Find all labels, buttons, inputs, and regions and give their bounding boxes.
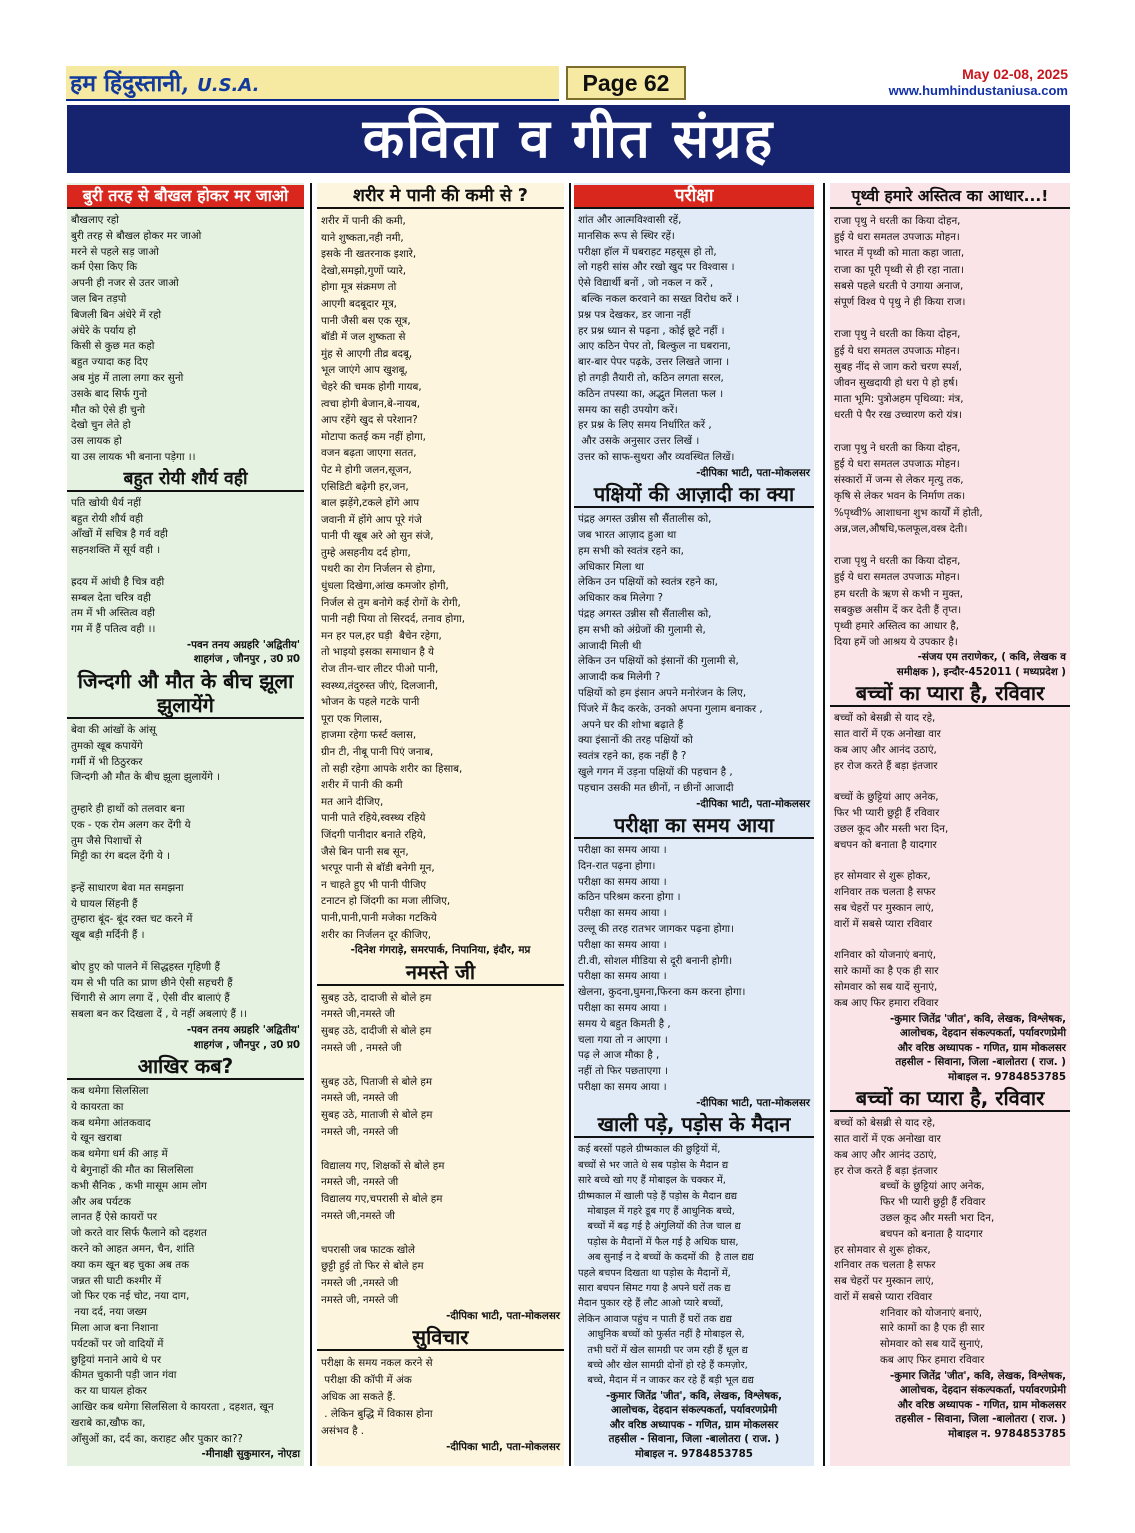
poem-author: -पवन तनय अग्रहरि 'अद्वितीय' शाहगंज , जौनपुर , उ0 प्र0	[186, 1024, 300, 1051]
poem-title: बुरी तरह से बौखल होकर मर जाओ	[67, 185, 304, 209]
page-number: Page 62	[566, 66, 686, 100]
column-divider	[569, 183, 571, 1466]
brand-strip	[66, 66, 559, 101]
poem-author: -मीनाक्षी सुकुमारन, नोएडा	[201, 1448, 300, 1461]
poem-author: -संजय एम तराणेकर, ( कवि, लेखक व समीक्षक ), इन्दौर-452011 ( मध्यप्रदेश )	[896, 651, 1066, 678]
poem-title: परीक्षा का समय आया	[574, 813, 814, 839]
poem-author: -कुमार जितेंद्र 'जीत', कवि, लेखक, विश्लेषक, आलोचक, देहदान संकल्पकर्ता, पर्यावरणप्रेमी और वरिष्ठ अध्यापक - गणित, ग्राम मोकलसर तहसील - सिवाना, जिला -बालोतरा ( राज. ) मोबाइल न. 9784853785	[890, 1369, 1066, 1440]
poem-author: -पवन तनय अग्रहरि 'अद्वितीय' शाहगंज , जौनपुर , उ0 प्र0	[186, 638, 300, 666]
issue-date: May 02-08, 2025	[962, 66, 1068, 82]
poem-stanza: हर सोमवार से शुरू होकर, शनिवार तक चलता है सफर सब चेहरों पर मुस्कान लाएं, वारों में सबसे प्यारा रविवार	[834, 1243, 936, 1303]
poem-title: पृथ्वी हमारे अस्तित्व का आधार...!	[830, 185, 1070, 209]
poem-title: बहुत रोयी शौर्य वही	[67, 468, 304, 492]
section-banner	[67, 105, 1070, 173]
poem-body: राजा पृथु ने धरती का किया दोहन, हुई ये धरा समतल उपजाऊ मोहन। भारत में पृथ्वी को माता कहा जाता, राजा का पूरी पृथ्वी से ही रहा नाता। सबसे पहले धरती पे उगाया अनाज, संपूर्ण विश्व पे पृथु ने ही किया राज। राजा पृथु ने धरती का किया दोहन, हुई ये धरा समतल उपजाऊ मोहन। सुबह नींद से जाग करो चरण स्पर्श, जीवन सुखदायी हो धरा पे हो हर्ष। माता भूमि: पुत्रोअहम पृथिव्या: मंत्र, धरती पे पैर रख उच्चारण करो यंत्र। राजा पृथु ने धरती का किया दोहन, हुई ये धरा समतल उपजाऊ मोहन। संस्कारों में जन्म से लेकर मृत्यु तक, कृषि से लेकर भवन के निर्माण तक। %पृथ्वी% आशाधना शुभ कार्यों में होती, अन्न,जल,औषधि,फलफूल,वस्त्र देती। राजा पृथु ने धरती का किया दोहन, हुई ये धरा समतल उपजाऊ मोहन। हम धरती के ऋण से कभी न मुक्त, सबकुछ असीम दें कर देती हैं तृप्त। पृथ्वी हमारे अस्तित्व का आधार है, दिया हमें जो आश्रय ये उपकार है।	[834, 215, 983, 649]
poem-body: शांत और आत्मविश्वासी रहें, मानसिक रूप से स्थिर रहें। परीक्षा हॉल में घबराहट महसूस हो तो, लो गहरी सांस और रखो खुद पर विश्वास । ऐसे विद्यार्थी बनों , जो नकल न करें , बल्कि नकल करवाने का सख्त विरोध करें । प्रश्न पत्र देखकर, डर जाना नहीं हर प्रश्न ध्यान से पढ़ना , कोई छूटे नहीं । आए कठिन पेपर तो, बिल्कुल ना घबराना, बार-बार पेपर पढ़के, उत्तर लिखते जाना । हो तगड़ी तैयारी तो, कठिन लगता सरल, कठिन तपस्या का, अद्भुत मिलता फल । समय का सही उपयोग करें। हर प्रश्न के लिए समय निर्धारित करें , और उसके अनुसार उत्तर लिखें । उत्तर को साफ-सुथरा और व्यवस्थित लिखें।	[578, 214, 739, 463]
poem-body: बच्चों को बेसब्री से याद रहे, सात वारों में एक अनोखा वार कब आए और आनंद उठाएं, हर रोज करते हैं बड़ा इंतजार बच्चों के छुट्टियां आए अनेक, फिर भी प्यारी छुट्टी हैं रविवार उछल कूद और मस्ती भरा दिन, बचपन को बनाता है यादगार हर सोमवार से शुरू होकर, शनिवार तक चलता है सफर सब चेहरों पर मुस्कान लाएं, वारों में सबसे प्यारा रविवार शनिवार को योजनाएं बनाएं, सारे कामों का है एक ही सार सोमवार को सब यादें सुनाएं, कब आए फिर हमारा रविवार	[834, 712, 949, 1009]
poem-author: -दीपिका भाटी, पता-मोकलसर	[446, 1441, 560, 1454]
poem-stanza: बच्चों को बेसब्री से याद रहे, सात वारों में एक अनोखा वार कब आए और आनंद उठाएं, हर रोज करते हैं बड़ा इंतजार	[834, 1117, 941, 1177]
poem-title: बच्चों का प्यारा है, रविवार	[830, 1086, 1070, 1112]
column-divider	[310, 183, 312, 1466]
poem-body: सुबह उठे, दादाजी से बोले हम नमस्ते जी,नमस्ते जी सुबह उठे, दादीजी से बोले हम नमस्ते जी , नमस्ते जी सुबह उठे, पिताजी से बोले हम नमस्ते जी, नमस्ते जी सुबह उठे, माताजी से बोले हम नमस्ते जी, नमस्ते जी विद्यालय गए, शिक्षकों से बोले हम नमस्ते जी, नमस्ते जी विद्यालय गए,चपरासी से बोले हम नमस्ते जी,नमस्ते जी चपरासी जब फाटक खोले छुट्टी हुई तो फिर से बोले हम नमस्ते जी ,नमस्ते जी नमस्ते जी, नमस्ते जी	[321, 991, 445, 1306]
publication-name-hindi: हम हिंदुस्तानी,	[70, 70, 190, 97]
column-2	[317, 183, 564, 1466]
poem-title: शरीर मे पानी की कमी से ?	[317, 185, 564, 209]
poem-author: -दीपिका भाटी, पता-मोकलसर	[446, 1309, 560, 1322]
poem-body: पति खोयी धैर्य नहीं बहुत रोयी शौर्य वही आँखों में सचित्र है गर्व वही सहनशक्ति में सूर्य वही । ह्रदय में आंधी है चित्र वही सम्बल देता चरित्र वही तम में भी अस्तित्व वही गम में हैं पतित्व वही ।।	[71, 496, 168, 636]
poem-body: बौखलाए रहो बुरी तरह से बौखल होकर मर जाओ मरने से पहले सड़ जाओ कर्म ऐसा किए कि अपनी ही नजर से उतर जाओ जल बिन तड़पो बिजली बिन अंधेरे में रहो अंधेरे के पर्याय हो किसी से कुछ मत कहो बहुत ज्यादा कह दिए अब मुंह में ताला लगा कर सुनो उसके बाद सिर्फ गुनो मौत को ऐसे ही चुनो देखो चुन लेते हो उस लायक हो या उस लायक भी बनाना पड़ेगा ।।	[71, 214, 202, 463]
poem-title: जिन्दगी औ मौत के बीच झूला झुलायेंगे	[67, 669, 304, 719]
column-divider	[823, 183, 825, 1466]
poem-author: -कुमार जितेंद्र 'जीत', कवि, लेखक, विश्लेषक, आलोचक, देहदान संकल्पकर्ता, पर्यावरणप्रेमी और वरिष्ठ अध्यापक - गणित, ग्राम मोकलसर तहसील - सिवाना, जिला -बालोतरा ( राज. ) मोबाइल न. 9784853785	[890, 1012, 1066, 1083]
poem-body: शरीर में पानी की कमी, याने शुष्कता,नही नमी, इसके नी खतरनाक इशारे, देखो,समझो,गुणों प्यारे, होगा मूत्र संक्रमण तो आएगी बदबूदार मूत्र, पानी जैसी बस एक सूत्र, बॉडी में जल शुष्कता से मुंह से आएगी तीव्र बदबू, भूल जाएंगे आप खुशबू, चेहरे की चमक होगी गायब, त्वचा होगी बेजान,बे-नायब, आप रहेंगे खुद से परेशान? मोटापा कतई कम नहीं होगा, वजन बढ़ता जाएगा सतत, पेट मे होगी जलन,सूजन, एसिडिटी बढ़ेगी हर,जन, बाल झड़ेंगे,टकले होंगे आप जवानी में होंगे आप पूरे गंजे पानी पी खूब अरे ओ सुन संजे, तुम्हे असहनीय दर्द होगा, पथरी का रोग निर्जलन से होगा, धुंधला दिखेगा,आंख कमजोर होगी, निर्जल से तुम बनोगे कई रोगों के रोगी, पानी नही पिया तो सिरदर्द, तनाव होगा, मन हर पल,हर घड़ी बैचेन रहेगा, तो भाइयो इसका समाधान है ये रोज तीन-चार लीटर पीओ पानी, स्वस्थ्य,तंदुरुस्त जीएं, दिलजानी, भोजन के पहले गटके पानी पूरा एक गिलास, हाजमा रहेगा फर्स्ट क्लास, ग्रीन टी, नीबू पानी पिएं जनाब, तो सही रहेगा आपके शरीर का हिसाब, शरीर में पानी की कमी मत आने दीजिए, पानी पाते रहिये,स्वस्थ्य रहिये जिंदगी पानीदार बनाते रहिये, जैसे बिन पानी सब सून, भरपूर पानी से बॉडी बनेगी मून, न चाहते हुए भी पानी पीजिए टनाटन हो जिंदगी का मजा लीजिए, पानी,पानी,पानी मजेका गटकिये शरीर का निर्जलन दूर कीजिए,	[321, 215, 465, 941]
poem-stanza: बच्चों के छुट्टियां आए अनेक, फिर भी प्यारी छुट्टी हैं रविवार उछल कूद और मस्ती भरा दिन, बचपन को बनाता है यादगार	[880, 1180, 995, 1240]
poem-title: बच्चों का प्यारा है, रविवार	[830, 681, 1070, 707]
poem-title: खाली पड़े, पड़ोस के मैदान	[574, 1112, 814, 1138]
masthead	[66, 66, 1070, 100]
poem-author: -कुमार जितेंद्र 'जीत', कवि, लेखक, विश्लेषक, आलोचक, देहदान संकल्पकर्ता, पर्यावरणप्रेमी और वरिष्ठ अध्यापक - गणित, ग्राम मोकलसर तहसील - सिवाना, जिला -बालोतरा ( राज. ) मोबाइल न. 9784853785	[606, 1389, 782, 1460]
poem-title: सुविचार	[317, 1325, 564, 1351]
publication-name-usa: U.S.A.	[197, 75, 260, 96]
poem-author: -दीपिका भाटी, पता-मोकलसर	[696, 1096, 810, 1109]
section-title: कविता व गीत संग्रह	[362, 107, 775, 170]
poem-body: परीक्षा के समय नकल करने से परीक्षा की कॉपी में अंक अधिक आ सकते हैं. . लेकिन बुद्धि में विकास होना असंभव है .	[321, 1357, 433, 1438]
poem-title: आखिर कब?	[67, 1054, 304, 1080]
poem-author: -दीपिका भाटी, पता-मोकलसर	[696, 466, 810, 479]
poem-author: -दीपिका भाटी, पता-मोकलसर	[696, 797, 810, 810]
poem-body: पंद्रह अगस्त उन्नीस सौ सैंतालीस को, जब भारत आज़ाद हुआ था हम सभी को स्वतंत्र रहने का, अधिकार मिला था लेकिन उन पक्षियों को स्वतंत्र रहने का, अधिकार कब मिलेगा ? पंद्रह अगस्त उन्नीस सौ सैंतालीस को, हम सभी को अंग्रेजों की गुलामी से, आजादी मिली थी लेकिन उन पक्षियों को इंसानों की गुलामी से, आजादी कब मिलेगी ? पक्षियों को हम इंसान अपने मनोरंजन के लिए, पिंजरे में कैद करके, उनको अपना गुलाम बनाकर , अपने घर की शोभा बढ़ाते हैं क्या इंसानों की तरह पक्षियों को स्वतंत्र रहने का, हक नहीं है ? खुले गगन में उड़ना पक्षियों की पहचान है , पहचान उसकी मत छीनों, न छीनों आजादी	[578, 513, 763, 794]
poem-stanza: शनिवार को योजनाएं बनाएं, सारे कामों का है एक ही सार सोमवार को सब यादें सुनाएं, कब आए फिर हमारा रविवार	[880, 1306, 985, 1367]
poem-title: परीक्षा	[574, 185, 814, 209]
poem-title: पक्षियों की आज़ादी का क्या	[574, 482, 814, 508]
poem-body: बेवा की आंखों के आंसू तुमको खूब कपायेंगे गर्मी में भी ठिठुरकर जिन्दगी औ मौत के बीच झूला झुलायेंगे । तुम्हारे ही हाथों को तलवार बना एक - एक रोम अलग कर देंगी ये तुम जैसे पिशाचों से मिट्टी का रंग बदल देंगी ये । इन्हें साधारण बेवा मत समझना ये घायल सिंहनी हैं तुम्हारा बूंद- बूंद रक्त चट करने में खूब बड़ी मर्दिनी हैं । बोए हुए को पालने में सिद्धहस्त गृहिणी हैं यम से भी पति का प्राण छीने ऐसी सहचरी हैं चिंगारी से आग लगा दें , ऐसी वीर बालाएं हैं सबला बन कर दिखला दें , ये नहीं अबलाएं हैं ।।	[71, 723, 248, 1021]
website-link[interactable]: www.humhindustaniusa.com	[888, 83, 1068, 98]
poem-body: कब थमेगा सिलसिला ये कायरता का कब थमेगा आंतकवाद ये खून खराबा कब थमेगा धर्म की आड़ में ये बेगुनाहों की मौत का सिलसिला कभी सैनिक , कभी मासूम आम लोग और अब पर्यटक लानत हैं ऐसे कायरों पर जो करते वार सिर्फ फैलाने को दहशत करने को आहत अमन, चैन, शांति क्या कम खून बह चुका अब तक जन्नत सी घाटी कश्मीर में जो फिर एक नई चोट, नया दाग, नया दर्द, नया जख्म मिला आज बना निशाना पर्यटकों पर जो वादियों में छुट्टियां मनाने आये थे पर कीमत चुकानी पड़ी जान गंवा कर या घायल होकर आखिर कब थमेगा सिलसिला ये कायरता , दहशत, खून खराबे का,खौफ का, आँसुओं का, दर्द का, कराहट और पुकार का??	[71, 1085, 274, 1445]
poem-title: नमस्ते जी	[317, 960, 564, 986]
column-1	[67, 183, 304, 1466]
column-3	[574, 183, 814, 1466]
poem-body: परीक्षा का समय आया । दिन-रात पढ़ना होगा। परीक्षा का समय आया । कठिन परिश्रम करना होगा । परीक्षा का समय आया । उल्लू की तरह रातभर जागकर पढ़ना होगा। परीक्षा का समय आया । टी.वी, सोशल मीडिया से दूरी बनानी होगी। परीक्षा का समय आया । खेलना, कुदना,घुमना,फिरना कम करना होगा। परीक्षा का समय आया । समय ये बहुत किमती है , चला गया तो न आएगा । पढ़ ले आज मौका है , नहीं तो फिर पछताएगा । परीक्षा का समय आया ।	[578, 844, 746, 1094]
poem-body: कई बरसों पहले ग्रीष्मकाल की छुट्टियों में, बच्चों से भर जाते थे सब पड़ोस के मैदान द्य सारे बच्चे खो गए हैं मोबाइल के चक्कर में, ग्रीष्मकाल में खाली पड़े हैं पड़ोस के मैदान द्यद्य मोबाइल में गहरे डूब गए हैं आधुनिक बच्चे, बच्चों में बढ़ गई है अंगुलियों की तेज चाल द्य पड़ोस के मैदानों में फैल गई है अधिक घास, अब सुनाई न दे बच्चों के कदमों की है ताल द्यद्य पहले बचपन दिखता था पड़ोस के मैदानों में, सारा बचपन सिमट गया है अपने घरों तक द्य मैदान पुकार रहे हैं लौट आओ प्यारे बच्चों, लेकिन आवाज पहुंच न पाती हैं घरों तक द्यद्य आधुनिक बच्चों को फुर्सत नहीं है मोबाइल से, तभी घरों में खेल सामग्री पर जम रही हैं धूल द्य बच्चे और खेल सामग्री दोनों हो रहे हैं कमज़ोर, बच्चे, मैदान में न जाकर कर रहे हैं बड़ी भूल द्यद्य	[578, 1144, 754, 1387]
poem-author: -दिनेश गंगराड़े, समरपार्क, निपानिया, इंदौर, मप्र	[350, 944, 531, 957]
column-4	[830, 183, 1070, 1466]
publication-name	[70, 66, 259, 98]
